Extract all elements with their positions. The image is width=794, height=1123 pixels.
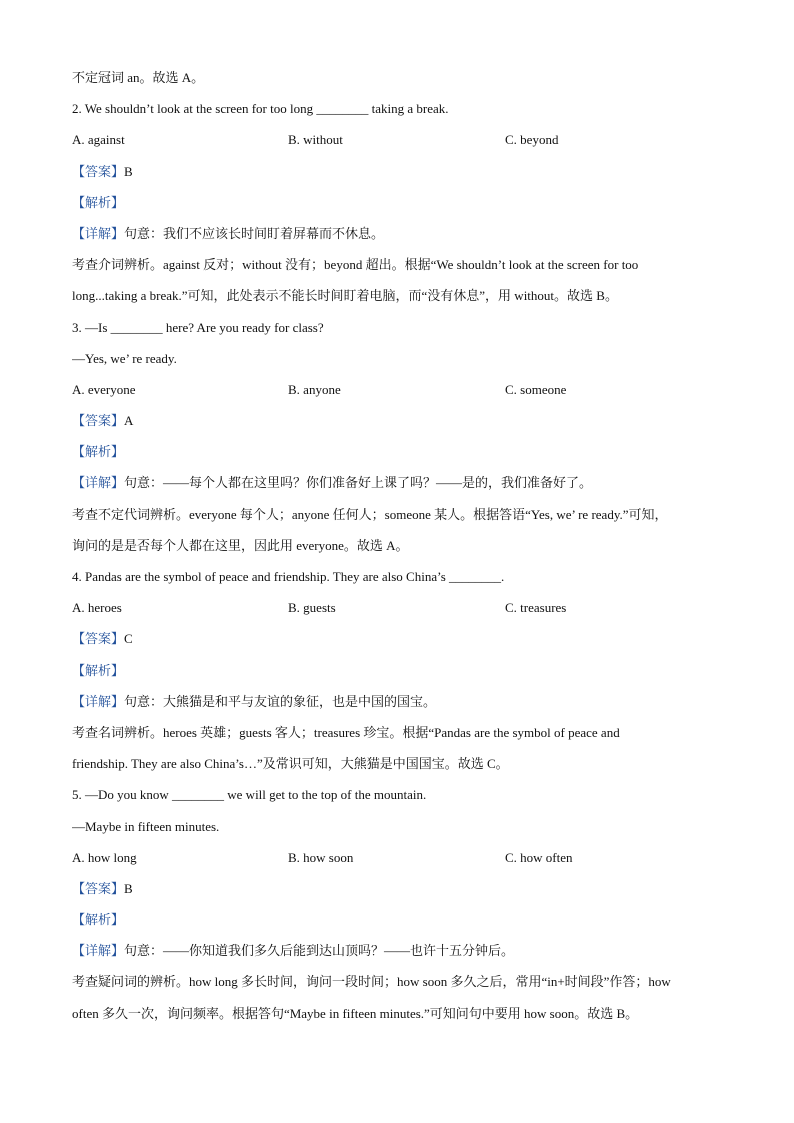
detail-label: 详解 xyxy=(85,475,112,491)
question-2: 2. We shouldn’t look at the screen for too long ________ taking a break. xyxy=(72,101,449,117)
question-4: 4. Pandas are the symbol of peace and friendship. They are also China’s ________. xyxy=(72,569,505,584)
bracket-close: 】 xyxy=(111,662,125,678)
question-5: 5. —Do you know ________ we will get to the top of the mountain. xyxy=(72,787,427,803)
detail-line xyxy=(72,935,722,966)
answer-label: 答案 xyxy=(85,880,112,896)
analysis-line xyxy=(72,187,722,218)
bracket-close: 】 xyxy=(111,225,125,241)
question-3-options xyxy=(72,374,722,405)
question-3: 3. —Is ________ here? Are you ready for class? xyxy=(72,319,324,335)
option-a: A. against xyxy=(72,132,125,148)
answer-line xyxy=(72,623,722,654)
detail-line xyxy=(72,467,722,498)
answer-value: A xyxy=(124,413,134,429)
bracket-open: 【 xyxy=(72,943,86,959)
option-c: C. how often xyxy=(505,849,573,865)
answer-line xyxy=(72,873,722,904)
analysis-line xyxy=(72,436,722,467)
detail-label: 详解 xyxy=(85,225,112,241)
explanation-line: long...taking a break.”可知，此处表示不能长时间盯着电脑，而“没有休息”，用 without。故选 B。 xyxy=(72,288,618,304)
explanation-line: friendship. They are also China’s…”及常识可知，大熊猫是中国国宝。故选 C。 xyxy=(72,756,509,772)
bracket-close: 】 xyxy=(111,693,125,709)
detail-text: 句意：——你知道我们多久后能到达山顶吗？——也许十五分钟后。 xyxy=(124,943,515,959)
bracket-close: 】 xyxy=(111,163,125,179)
detail-line xyxy=(72,686,722,717)
explanation-line: 询问的是是否每个人都在这里，因此用 everyone。故选 A。 xyxy=(72,537,409,553)
detail-label: 详解 xyxy=(85,943,112,959)
bracket-close: 】 xyxy=(111,444,125,460)
bracket-open: 【 xyxy=(72,194,86,210)
analysis-line xyxy=(72,904,722,935)
bracket-open: 【 xyxy=(72,444,86,460)
option-c: C. someone xyxy=(505,381,567,397)
explanation-line: 考查不定代词辨析。everyone 每个人；anyone 任何人；someone 某人。根据答语“Yes, we’ re ready.”可知， xyxy=(72,506,668,522)
answer-label: 答案 xyxy=(85,163,112,179)
option-a: A. everyone xyxy=(72,381,136,397)
bracket-open: 【 xyxy=(72,413,86,429)
bracket-close: 】 xyxy=(111,475,125,491)
option-b: B. anyone xyxy=(288,381,341,397)
answer-line xyxy=(72,156,722,187)
explanation-line: 考查名词辨析。heroes 英雄；guests 客人；treasures 珍宝。根据“Pandas are the symbol of peace and xyxy=(72,724,620,740)
bracket-close: 】 xyxy=(111,631,125,647)
explanation-line: 考查介词辨析。against 反对；without 没有；beyond 超出。根据“We shouldn’t look at the screen for too xyxy=(72,257,639,273)
bracket-close: 】 xyxy=(111,194,125,210)
detail-text: 句意：——每个人都在这里吗？你们准备好上课了吗？——是的，我们准备好了。 xyxy=(124,475,593,491)
bracket-open: 【 xyxy=(72,631,86,647)
bracket-open: 【 xyxy=(72,475,86,491)
answer-line xyxy=(72,405,722,436)
option-a: A. how long xyxy=(72,849,137,865)
answer-value: B xyxy=(124,880,133,896)
question-2-options xyxy=(72,124,722,155)
analysis-label: 解析 xyxy=(85,444,112,460)
analysis-label: 解析 xyxy=(85,194,112,210)
answer-value: C xyxy=(124,631,133,647)
detail-label: 详解 xyxy=(85,693,112,709)
detail-line xyxy=(72,218,722,249)
analysis-label: 解析 xyxy=(85,912,112,928)
document-page xyxy=(72,62,722,1029)
text-line: 不定冠词 an。故选 A。 xyxy=(72,70,205,85)
bracket-close: 】 xyxy=(111,943,125,959)
detail-text: 句意：我们不应该长时间盯着屏幕而不休息。 xyxy=(124,225,385,241)
question-4-options xyxy=(72,592,722,623)
option-b: B. without xyxy=(288,132,343,148)
option-c: C. treasures xyxy=(505,600,567,616)
question-5-options xyxy=(72,842,722,873)
explanation-line: 考查疑问词的辨析。how long 多长时间，询问一段时间；how soon 多久之后，常用“in+时间段”作答；how xyxy=(72,974,671,990)
analysis-label: 解析 xyxy=(85,662,112,678)
bracket-close: 】 xyxy=(111,880,125,896)
explanation-line: often 多久一次，询问频率。根据答句“Maybe in fifteen minutes.”可知问句中要用 how soon。故选 B。 xyxy=(72,1005,639,1021)
question-3-reply: —Yes, we’ re ready. xyxy=(72,350,177,366)
answer-value: B xyxy=(124,163,133,179)
bracket-open: 【 xyxy=(72,912,86,928)
bracket-open: 【 xyxy=(72,880,86,896)
option-b: B. guests xyxy=(288,600,336,616)
answer-label: 答案 xyxy=(85,413,112,429)
bracket-close: 】 xyxy=(111,912,125,928)
question-5-reply: —Maybe in fifteen minutes. xyxy=(72,818,220,834)
option-c: C. beyond xyxy=(505,132,559,148)
bracket-open: 【 xyxy=(72,163,86,179)
option-b: B. how soon xyxy=(288,849,354,865)
bracket-close: 】 xyxy=(111,413,125,429)
option-a: A. heroes xyxy=(72,600,122,616)
detail-text: 句意：大熊猫是和平与友谊的象征，也是中国的国宝。 xyxy=(124,693,437,709)
bracket-open: 【 xyxy=(72,662,86,678)
answer-label: 答案 xyxy=(85,631,112,647)
bracket-open: 【 xyxy=(72,693,86,709)
bracket-open: 【 xyxy=(72,225,86,241)
analysis-line xyxy=(72,655,722,686)
